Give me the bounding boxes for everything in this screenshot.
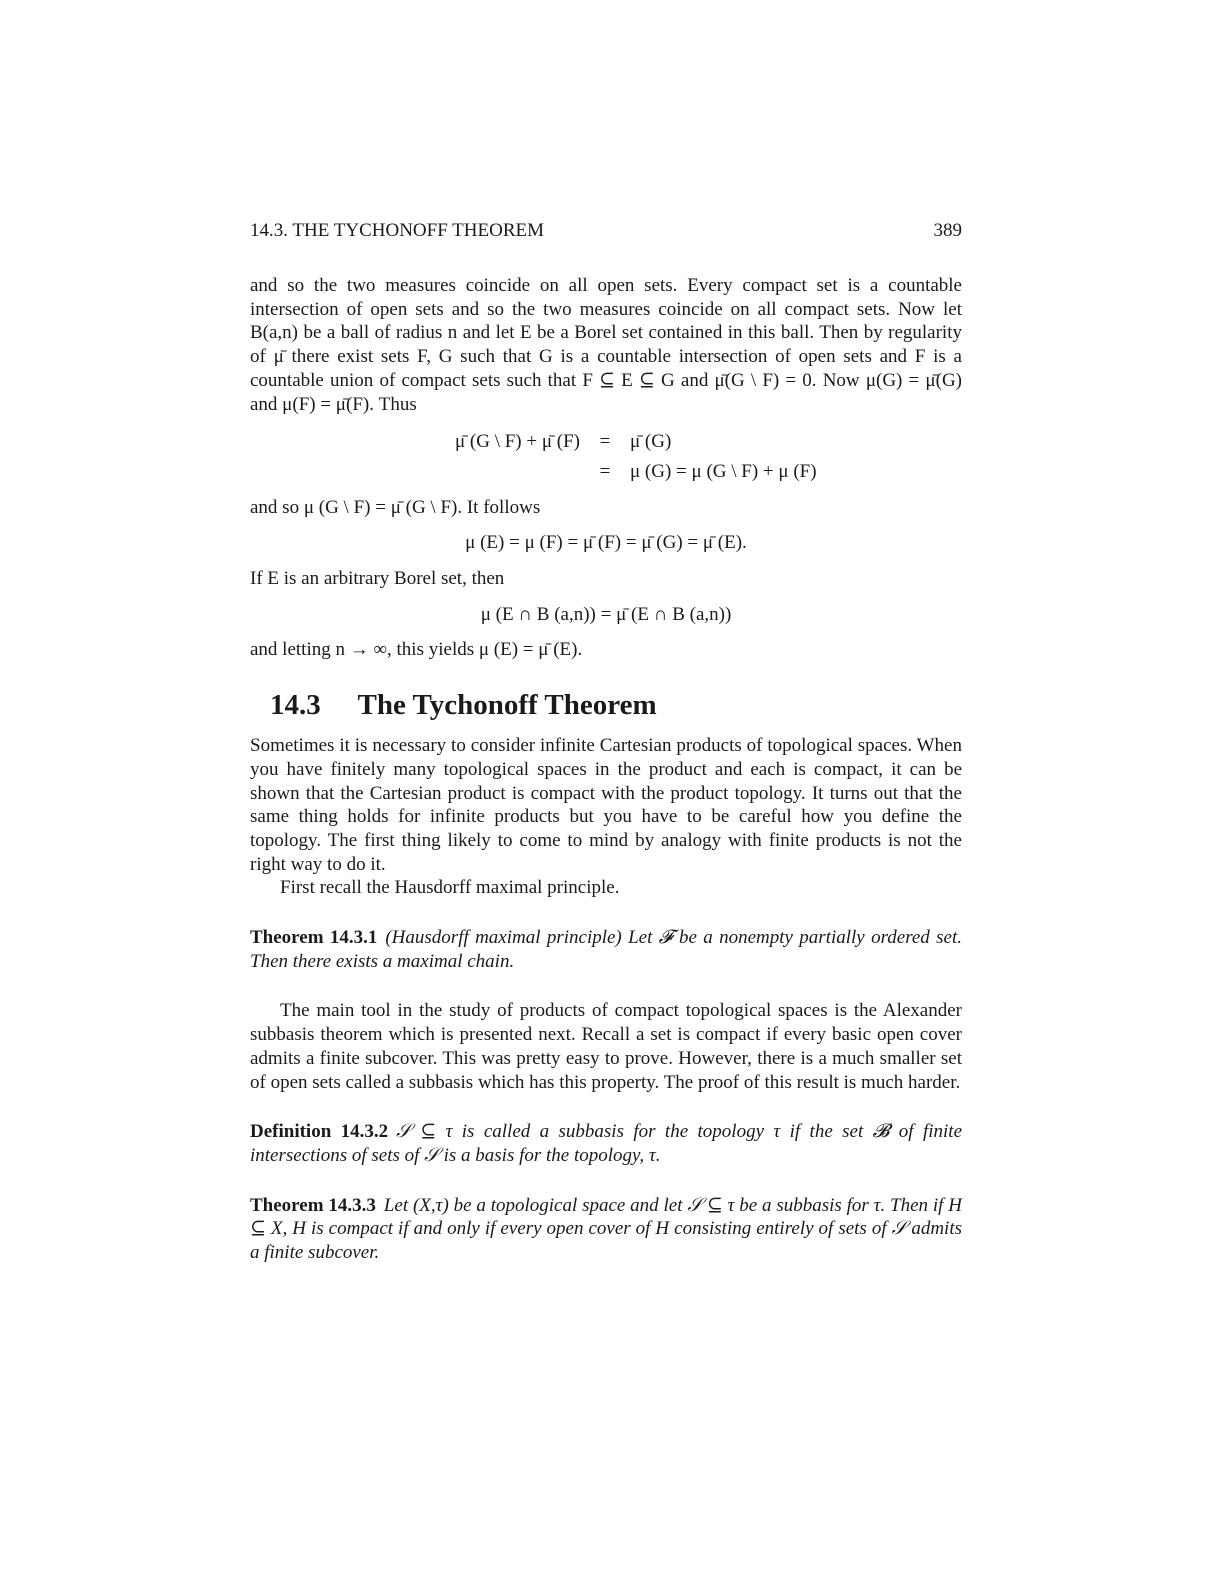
- section-heading: [270, 688, 962, 722]
- definition-text: 𝒮 ⊆ τ is called a subbasis for the topology τ if the set 𝓑 of finite intersections of sets of 𝒮 is a basis for the topology, τ.: [250, 1121, 962, 1166]
- paragraph-measures-coincide: and so the two measures coincide on all open sets. Every compact set is a countable intersection of open sets and so the two measures coincide on all compact sets. Now let B(a,n) be a ball of radius n and let E be a Borel set contained in this ball. Then by regularity of μ̄ there exist sets F, G such that G is a countable intersection of open sets and F is a countable union of compact sets such that F ⊆ E ⊆ G and μ̄(G \ F) = 0. Now μ(G) = μ̄(G) and μ(F) = μ̄(F). Thus: [250, 275, 962, 415]
- paragraph-block-alexander: [250, 999, 962, 1094]
- paragraph-recall-hausdorff: First recall the Hausdorff maximal principle.: [280, 877, 620, 899]
- page-body: [250, 274, 962, 1265]
- theorem-label: Theorem 14.3.3: [250, 1194, 376, 1216]
- equation-array: [250, 430, 962, 483]
- eq1-row2-relation: =: [599, 460, 611, 482]
- definition-label: Definition 14.3.2: [250, 1121, 389, 1143]
- eq1-row2-right: μ (G) = μ (G \ F) + μ (F): [630, 460, 817, 482]
- paragraph-alexander-subbasis: The main tool in the study of products of compact topological spaces is the Alexander subbasis theorem which is presented next. Recall a set is compact if every basic open cover admits a finite subcover. This was pretty easy to prove. However, there is a much smaller set of open sets called a subbasis which has this property. The proof of this result is much harder.: [250, 1000, 962, 1093]
- eq1-row1-left: μ̄ (G \ F) + μ̄ (F): [454, 431, 580, 453]
- eq1-row2-left: [250, 460, 580, 484]
- eq1-row1-right: μ̄ (G): [630, 431, 672, 453]
- equation-mu-e: μ (E) = μ (F) = μ̄ (F) = μ̄ (G) = μ̄ (E).: [465, 532, 747, 554]
- theorem-text: (Hausdorff maximal principle) Let 𝓕 be a nonempty partially ordered set. Then there exists a maximal chain.: [250, 927, 962, 972]
- definition-subbasis: [250, 1120, 962, 1167]
- running-header: [250, 219, 962, 243]
- page-number: 389: [933, 220, 962, 241]
- paragraph-infinite-products: Sometimes it is necessary to consider infinite Cartesian products of topological spaces. When you have finitely many topological spaces in the product and each is compact, it can be shown that the Cartesian product is compact with the product topology. It turns out that the same thing holds for infinite products but you have to be careful how you define the topology. The first thing likely to come to mind by analogy with finite products is not the right way to do it.: [250, 735, 962, 875]
- section-number: 14.3: [270, 689, 321, 722]
- theorem-hausdorff: [250, 926, 962, 973]
- running-title: 14.3. THE TYCHONOFF THEOREM: [250, 220, 544, 241]
- eq1-row1-relation: =: [599, 431, 611, 453]
- paragraph-arbitrary-borel: If E is an arbitrary Borel set, then: [250, 568, 505, 590]
- paragraph-letting-n: and letting n → ∞, this yields μ (E) = μ̄ (E).: [250, 639, 583, 661]
- paragraph-it-follows: and so μ (G \ F) = μ̄ (G \ F). It follows: [250, 496, 541, 518]
- section-title: The Tychonoff Theorem: [357, 689, 657, 722]
- theorem-text: Let (X,τ) be a topological space and let 𝒮 ⊆ τ be a subbasis for τ. Then if H ⊆ X, H is compact if and only if every open cover of H consisting entirely of sets of 𝒮 admits a finite subcover.: [250, 1194, 962, 1264]
- theorem-alexander: [250, 1194, 962, 1265]
- theorem-label: Theorem 14.3.1: [250, 927, 378, 949]
- equation-intersection-ball: μ (E ∩ B (a,n)) = μ̄ (E ∩ B (a,n)): [480, 603, 732, 625]
